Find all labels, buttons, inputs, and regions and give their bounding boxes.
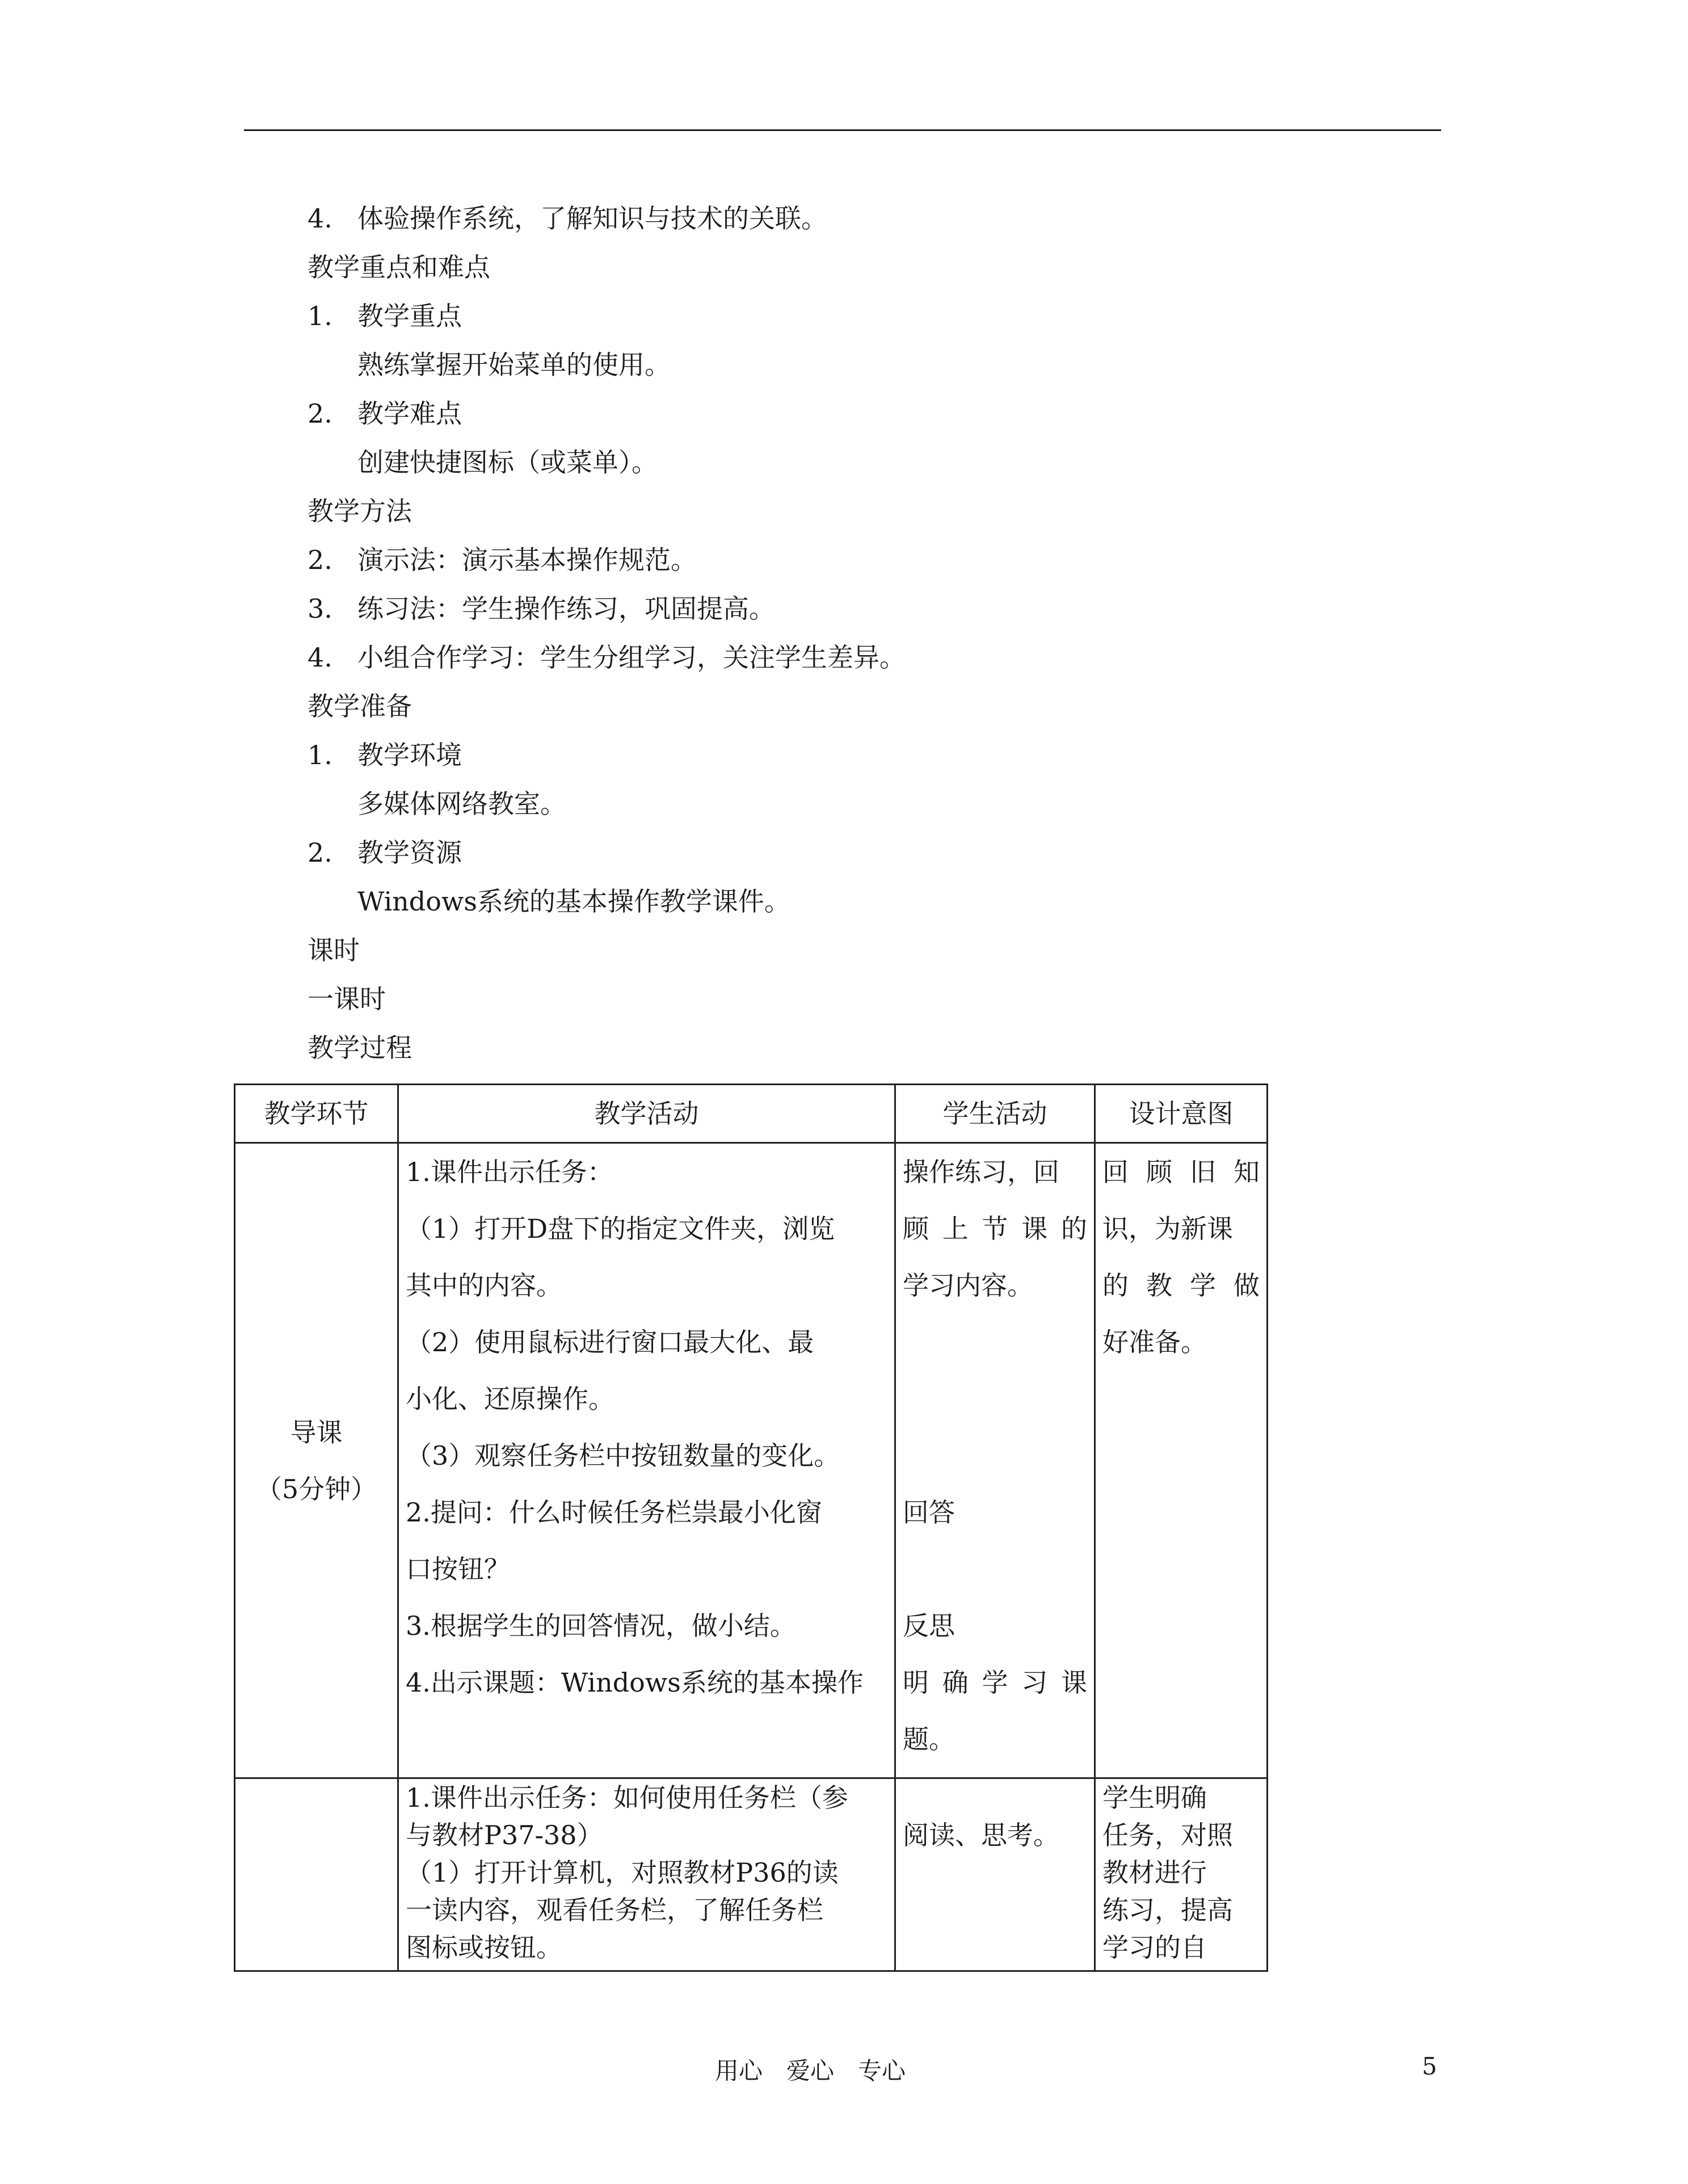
cell-line: 顾上节课的 — [903, 1213, 1087, 1244]
list-number: 2. — [308, 398, 332, 429]
list-number: 1. — [308, 301, 332, 331]
cell-line: 操作练习，回 — [903, 1157, 1059, 1187]
body-line — [357, 884, 790, 918]
body-line — [308, 250, 490, 284]
page-number: 5 — [1422, 2052, 1437, 2080]
cell-line: 3.根据学生的回答情况，做小结。 — [406, 1610, 796, 1641]
cell-line: （1）打开D盘下的指定文件夹，浏览 — [406, 1213, 835, 1244]
body-line — [308, 836, 462, 870]
cell-line: 教材进行 — [1102, 1857, 1207, 1888]
cell-line: 学习内容。 — [903, 1270, 1033, 1301]
header-rule — [244, 129, 1441, 131]
header-stage: 教学环节 — [235, 1085, 398, 1143]
line-text: 教学重点 — [357, 301, 462, 331]
teacher-activity-cell — [398, 1143, 895, 1778]
cell-line: 其中的内容。 — [406, 1270, 562, 1301]
list-number: 3. — [308, 593, 332, 624]
teacher-activity-cell — [398, 1778, 895, 1971]
cell-line: （2）使用鼠标进行窗口最大化、最 — [406, 1327, 814, 1357]
header-teacher-activity: 教学活动 — [398, 1085, 895, 1143]
design-intent-cell — [1095, 1143, 1268, 1778]
cell-line: 小化、还原操作。 — [406, 1384, 614, 1414]
cell-line: 回顾旧知 — [1102, 1157, 1260, 1187]
line-text: Windows系统的基本操作教学课件。 — [357, 886, 790, 917]
cell-line: 的教学做 — [1102, 1270, 1260, 1301]
body-line — [308, 640, 906, 674]
cell-line: 回答 — [903, 1497, 955, 1528]
body-line — [308, 1031, 412, 1065]
list-number: 4. — [308, 642, 332, 673]
body-line — [308, 982, 386, 1016]
cell-line — [903, 1427, 1087, 1484]
body-line — [308, 933, 360, 967]
list-number: 1. — [308, 740, 332, 770]
line-text: 多媒体网络教室。 — [357, 789, 566, 819]
list-number: 2. — [308, 545, 332, 575]
header-student-activity: 学生活动 — [895, 1085, 1095, 1143]
cell-line: 反思 — [903, 1610, 955, 1641]
body-line — [357, 787, 566, 821]
cell-line — [903, 1541, 1087, 1597]
cell-line — [903, 1779, 1087, 1816]
student-activity-cell — [895, 1143, 1095, 1778]
cell-line: 一读内容，观看任务栏，了解任务栏 — [406, 1895, 823, 1925]
body-line — [308, 299, 462, 333]
table-row — [235, 1143, 1268, 1778]
line-text: 演示法：演示基本操作规范。 — [357, 545, 697, 575]
line-text: 教学过程 — [308, 1032, 412, 1063]
line-text: 教学难点 — [357, 398, 462, 429]
stage-cell — [235, 1778, 398, 1971]
body-line — [357, 445, 658, 479]
cell-line: 题。 — [903, 1724, 955, 1755]
line-text: 一课时 — [308, 984, 386, 1014]
line-text: 教学方法 — [308, 496, 412, 526]
list-number: 4. — [308, 203, 332, 234]
cell-line: 4.出示课题：Windows系统的基本操作 — [406, 1667, 864, 1698]
cell-line: 口按钮？ — [406, 1554, 510, 1584]
cell-line: 2.提问：什么时候任务栏祟最小化窗 — [406, 1497, 822, 1528]
cell-line: 好准备。 — [1102, 1327, 1207, 1357]
cell-line: 1.课件出示任务： — [406, 1157, 613, 1187]
body-line — [357, 348, 671, 382]
line-text: 创建快捷图标（或菜单）。 — [357, 447, 658, 478]
cell-line: 识，为新课 — [1102, 1213, 1233, 1244]
cell-line: 练习，提高 — [1102, 1895, 1233, 1925]
body-line — [308, 543, 697, 577]
line-text: 熟练掌握开始菜单的使用。 — [357, 349, 671, 380]
cell-line: （3）观察任务栏中按钮数量的变化。 — [406, 1440, 840, 1471]
body-line — [308, 201, 827, 235]
cell-line: 学习的自 — [1102, 1932, 1207, 1963]
footer-motto: 用心 爱心 专心 — [715, 2057, 906, 2085]
line-text: 体验操作系统，了解知识与技术的关联。 — [357, 203, 827, 234]
body-line — [308, 494, 412, 528]
cell-line: 图标或按钮。 — [406, 1932, 562, 1963]
stage-cell — [235, 1143, 398, 1778]
line-text: 教学资源 — [357, 837, 462, 868]
line-text: 课时 — [308, 935, 360, 965]
cell-line: 阅读、思考。 — [903, 1820, 1059, 1850]
design-intent-cell — [1095, 1778, 1268, 1971]
cell-line — [903, 1314, 1087, 1371]
stage-name: 导课 — [290, 1416, 343, 1448]
table-header-row — [235, 1085, 1268, 1143]
body-line — [308, 738, 462, 772]
body-line — [308, 397, 462, 431]
body-line — [308, 592, 775, 626]
stage-duration: （5分钟） — [255, 1473, 377, 1504]
cell-line: 明确学习课 — [903, 1667, 1087, 1698]
table-row — [235, 1778, 1268, 1971]
cell-line: （1）打开计算机，对照教材P36的读 — [406, 1857, 839, 1888]
list-number: 2. — [308, 837, 332, 868]
cell-line: 1.课件出示任务：如何使用任务栏（参 — [406, 1782, 848, 1813]
cell-line: 学生明确 — [1102, 1782, 1207, 1813]
cell-line: 任务，对照 — [1102, 1820, 1233, 1850]
header-design-intent: 设计意图 — [1095, 1085, 1268, 1143]
teaching-process-table — [234, 1083, 1268, 1972]
line-text: 小组合作学习：学生分组学习，关注学生差异。 — [357, 642, 906, 673]
line-text: 教学环境 — [357, 740, 462, 770]
line-text: 教学重点和难点 — [308, 252, 490, 283]
line-text: 教学准备 — [308, 691, 412, 722]
cell-line: 与教材P37-38） — [406, 1820, 603, 1850]
student-activity-cell — [895, 1778, 1095, 1971]
body-line — [308, 689, 412, 723]
cell-line — [903, 1371, 1087, 1427]
line-text: 练习法：学生操作练习，巩固提高。 — [357, 593, 775, 624]
